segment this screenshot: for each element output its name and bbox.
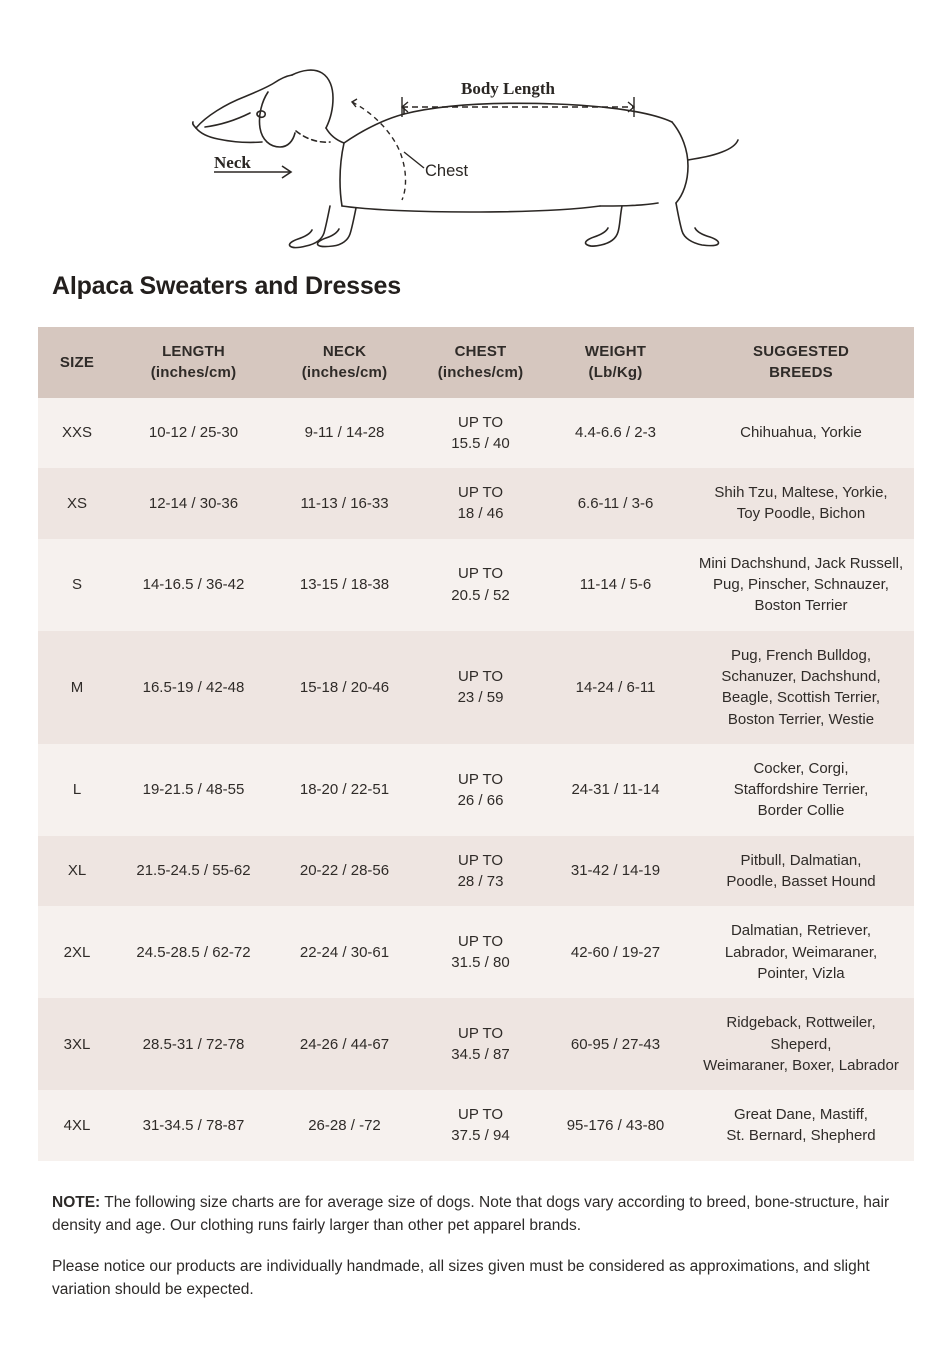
cell-breeds: Pitbull, Dalmatian, Poodle, Basset Hound bbox=[726, 851, 876, 891]
cell-breeds: Cocker, Corgi, Staffordshire Terrier, Border Collie bbox=[733, 759, 869, 820]
column-header-breeds-sub: BREEDS bbox=[769, 364, 833, 382]
cell-chest: UP TO 34.5 / 87 bbox=[451, 1024, 510, 1064]
table-row bbox=[38, 631, 914, 744]
table-row bbox=[38, 836, 914, 907]
column-header-neck-main: NECK bbox=[322, 343, 367, 360]
cell-weight: 11-14 / 5-6 bbox=[579, 576, 652, 594]
cell-length: 21.5-24.5 / 55-62 bbox=[136, 862, 251, 880]
column-header-weight-main: WEIGHT bbox=[584, 343, 647, 360]
dog-measurement-diagram bbox=[0, 0, 952, 250]
column-header-length-sub: (inches/cm) bbox=[150, 364, 237, 382]
column-header-length bbox=[116, 327, 271, 398]
cell-neck: 20-22 / 28-56 bbox=[299, 862, 390, 880]
table-header-row bbox=[38, 327, 914, 398]
note-paragraph-1 bbox=[52, 1191, 900, 1238]
cell-neck: 22-24 / 30-61 bbox=[299, 943, 390, 961]
cell-neck: 13-15 / 18-38 bbox=[299, 576, 390, 594]
cell-weight: 31-42 / 14-19 bbox=[570, 862, 661, 880]
diagram-label-chest: Chest bbox=[425, 162, 469, 180]
cell-size: 3XL bbox=[63, 1035, 91, 1053]
cell-size: S bbox=[71, 576, 82, 594]
size-chart-table bbox=[38, 327, 914, 1161]
cell-breeds: Pug, French Bulldog, Schanuzer, Dachshund, Beagle, Scottish Terrier, Boston Terrier, Westie bbox=[721, 646, 881, 728]
column-header-chest-main: CHEST bbox=[454, 343, 507, 360]
cell-chest: UP TO 26 / 66 bbox=[457, 770, 504, 809]
cell-weight: 95-176 / 43-80 bbox=[566, 1116, 665, 1134]
cell-length: 28.5-31 / 72-78 bbox=[142, 1035, 245, 1053]
column-header-chest-sub: (inches/cm) bbox=[437, 364, 524, 382]
cell-weight: 24-31 / 11-14 bbox=[571, 781, 660, 799]
note-paragraph-2: Please notice our products are individually handmade, all sizes given must be considered as approximations, and slight variation should be expected. bbox=[52, 1258, 870, 1299]
cell-length: 10-12 / 25-30 bbox=[148, 424, 239, 442]
cell-chest: UP TO 23 / 59 bbox=[457, 667, 504, 707]
cell-weight: 60-95 / 27-43 bbox=[570, 1035, 661, 1053]
cell-weight: 14-24 / 6-11 bbox=[575, 678, 656, 696]
cell-breeds: Great Dane, Mastiff, St. Bernard, Shepherd bbox=[726, 1106, 876, 1145]
cell-breeds: Dalmatian, Retriever, Labrador, Weimaraner, Pointer, Vizla bbox=[724, 922, 878, 982]
cell-size: 4XL bbox=[63, 1116, 91, 1134]
cell-weight: 6.6-11 / 3-6 bbox=[577, 494, 654, 512]
cell-chest: UP TO 20.5 / 52 bbox=[451, 565, 510, 604]
column-header-breeds bbox=[688, 327, 914, 398]
cell-breeds: Chihuahua, Yorkie bbox=[740, 424, 862, 442]
table-row bbox=[38, 906, 914, 998]
column-header-weight bbox=[543, 327, 688, 398]
note-text: The following size charts are for average size of dogs. Note that dogs vary according to breed, bone-structure, hair density and age. Our clothing runs fairly larger than other pet apparel brands. bbox=[52, 1193, 890, 1234]
cell-breeds: Mini Dachshund, Jack Russell, Pug, Pinscher, Schnauzer, Boston Terrier bbox=[698, 554, 904, 615]
table-row bbox=[38, 998, 914, 1090]
diagram-label-neck: Neck bbox=[214, 153, 251, 172]
cell-size: L bbox=[72, 781, 82, 799]
cell-chest: UP TO 15.5 / 40 bbox=[451, 413, 510, 452]
notes-section bbox=[52, 1191, 900, 1302]
cell-chest: UP TO 37.5 / 94 bbox=[451, 1106, 510, 1145]
size-chart-table-wrapper bbox=[38, 327, 914, 1161]
diagram-label-body-length: Body Length bbox=[461, 79, 555, 98]
cell-neck: 18-20 / 22-51 bbox=[299, 781, 390, 799]
cell-chest: UP TO 28 / 73 bbox=[457, 851, 504, 891]
table-row bbox=[38, 744, 914, 836]
column-header-size bbox=[38, 327, 116, 398]
cell-chest: UP TO 18 / 46 bbox=[457, 484, 504, 523]
page-title: Alpaca Sweaters and Dresses bbox=[52, 272, 401, 300]
column-header-chest bbox=[418, 327, 543, 398]
cell-length: 14-16.5 / 36-42 bbox=[142, 576, 245, 594]
column-header-size-main: SIZE bbox=[59, 353, 95, 371]
cell-size: M bbox=[70, 678, 84, 696]
cell-neck: 15-18 / 20-46 bbox=[299, 678, 390, 696]
cell-neck: 26-28 / -72 bbox=[308, 1116, 381, 1134]
column-header-breeds-main: SUGGESTED bbox=[753, 343, 849, 360]
table-row bbox=[38, 468, 914, 539]
cell-length: 31-34.5 / 78-87 bbox=[142, 1116, 245, 1134]
cell-size: XL bbox=[67, 862, 87, 880]
cell-size: XS bbox=[66, 494, 87, 512]
cell-length: 19-21.5 / 48-55 bbox=[142, 781, 245, 799]
note-label: NOTE: bbox=[52, 1193, 101, 1211]
cell-neck: 9-11 / 14-28 bbox=[304, 424, 385, 442]
cell-weight: 42-60 / 19-27 bbox=[570, 943, 661, 961]
table-body bbox=[38, 398, 914, 1161]
column-header-weight-sub: (Lb/Kg) bbox=[588, 364, 643, 382]
column-header-neck-sub: (inches/cm) bbox=[301, 364, 388, 382]
table-row bbox=[38, 398, 914, 469]
cell-length: 16.5-19 / 42-48 bbox=[142, 678, 245, 696]
cell-chest: UP TO 31.5 / 80 bbox=[451, 932, 510, 972]
cell-neck: 24-26 / 44-67 bbox=[299, 1035, 390, 1053]
cell-size: XXS bbox=[61, 424, 92, 442]
column-header-length-main: LENGTH bbox=[162, 343, 225, 360]
cell-length: 24.5-28.5 / 62-72 bbox=[136, 943, 251, 961]
table-header bbox=[38, 327, 914, 398]
cell-length: 12-14 / 30-36 bbox=[148, 494, 239, 512]
cell-weight: 4.4-6.6 / 2-3 bbox=[575, 424, 656, 442]
table-row bbox=[38, 1090, 914, 1161]
column-header-neck bbox=[271, 327, 418, 398]
table-row bbox=[38, 539, 914, 631]
cell-breeds: Shih Tzu, Maltese, Yorkie, Toy Poodle, Bichon bbox=[714, 484, 888, 523]
cell-breeds: Ridgeback, Rottweiler, Sheperd, Weimaraner, Boxer, Labrador bbox=[703, 1014, 899, 1074]
cell-size: 2XL bbox=[63, 943, 91, 961]
cell-neck: 11-13 / 16-33 bbox=[300, 494, 389, 512]
